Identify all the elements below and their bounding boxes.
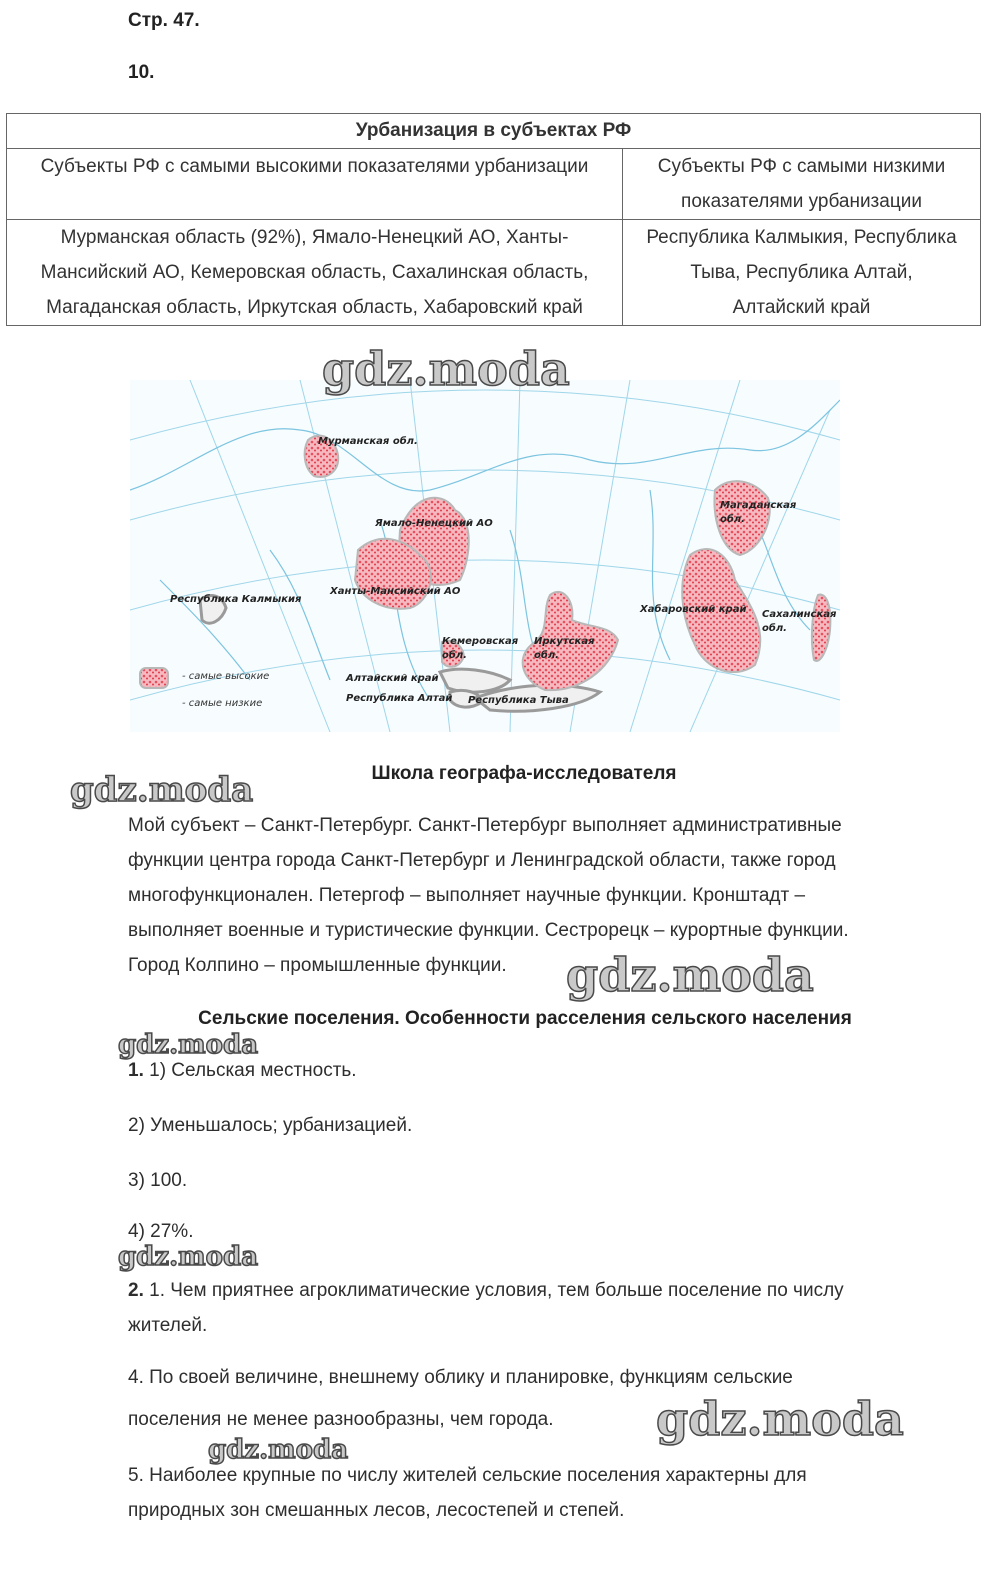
label-kalmykia: Республика Калмыкия	[170, 594, 302, 605]
label-altai-krai: Алтайский край	[346, 673, 439, 684]
q2-number: 2.	[128, 1280, 144, 1301]
rural-title: Сельские поселения. Особенности расселения сельского населения	[198, 1008, 852, 1029]
legend-low-text: - самые низкие	[182, 698, 263, 709]
school-line-5: Город Колпино – промышленные функции.	[128, 955, 507, 976]
label-khabarovsk: Хабаровский край	[640, 604, 747, 615]
label-altai-rep: Республика Алтай	[346, 693, 453, 704]
legend-high-swatch	[140, 668, 168, 688]
high-urbanization-header: Субъекты РФ с самыми высокими показателями урбанизации	[7, 149, 623, 220]
q1-number: 1.	[128, 1060, 144, 1081]
q1-answer-3: 3) 100.	[128, 1170, 188, 1191]
label-khanty: Ханты-Мансийский АО	[330, 586, 461, 597]
q2-a1-text: 1. Чем приятнее агроклиматические условия, тем больше поселение по числу	[143, 1280, 844, 1301]
urbanization-table	[6, 113, 981, 326]
page-number: Стр. 47.	[128, 10, 200, 31]
watermark-4: gdz.moda	[118, 1030, 259, 1060]
watermark-2: gdz.moda	[70, 770, 254, 810]
low-line-1: Республика Калмыкия, Республика	[646, 227, 957, 248]
table-title: Урбанизация в субъектах РФ	[7, 114, 981, 149]
q2-answer-1-line-2: жителей.	[128, 1315, 208, 1336]
high-line-1: Мурманская область (92%), Ямало-Ненецкий АО, Ханты-	[60, 227, 569, 248]
high-urbanization-cell	[7, 220, 623, 326]
label-irkutsk-2: обл.	[534, 650, 559, 661]
q1-answer-2: 2) Уменьшалось; урбанизацией.	[128, 1115, 413, 1136]
label-magadan-1: Магаданская	[720, 500, 797, 511]
label-irkutsk-1: Иркутская	[534, 636, 595, 647]
label-yamal: Ямало-Ненецкий АО	[375, 518, 493, 529]
school-title: Школа географа-исследователя	[371, 763, 677, 784]
school-text	[128, 808, 988, 983]
watermark-7: gdz.moda	[208, 1435, 349, 1465]
watermark-3: gdz.moda	[566, 948, 814, 1002]
label-magadan-2: обл.	[720, 514, 745, 525]
q2-answer-1-line-1	[128, 1273, 844, 1308]
watermark-6: gdz.moda	[656, 1392, 904, 1446]
q1-answer-1	[128, 1053, 357, 1088]
region-sakhalin	[812, 595, 830, 661]
school-line-2: функции центра города Санкт-Петербург и Ленинградской области, также город	[128, 850, 836, 871]
q2-answer-5-line-1: 5. Наиболее крупные по числу жителей сельские поселения характерны для	[128, 1465, 807, 1486]
high-urbanization-regions	[140, 436, 830, 691]
q2-answer-4-line-1: 4. По своей величине, внешнему облику и планировке, функциям сельские	[128, 1367, 793, 1388]
region-altai-krai	[440, 669, 510, 692]
label-kemerovo-2: обл.	[442, 650, 467, 661]
task-number: 10.	[128, 62, 155, 83]
label-sakhalin-2: обл.	[762, 623, 787, 634]
watermark-5: gdz.moda	[118, 1242, 259, 1272]
q1-a1-text: 1) Сельская местность.	[143, 1060, 357, 1081]
watermark-1: gdz.moda	[322, 342, 570, 396]
school-line-3: многофункционален. Петергоф – выполняет научные функции. Кронштадт –	[128, 885, 806, 906]
label-kemerovo-1: Кемеровская	[442, 636, 519, 647]
q2-answer-4-line-2: поселения не менее разнообразны, чем города.	[128, 1409, 554, 1430]
q2-answer-5-line-2: природных зон смешанных лесов, лесостепей и степей.	[128, 1500, 625, 1521]
label-tyva: Республика Тыва	[468, 695, 569, 706]
low-line-2: Тыва, Республика Алтай,	[690, 262, 913, 283]
high-line-3: Магаданская область, Иркутская область, Хабаровский край	[46, 297, 583, 318]
low-urbanization-header: Субъекты РФ с самыми низкими показателями урбанизации	[623, 149, 981, 220]
label-murmansk: Мурманская обл.	[318, 436, 418, 447]
low-urbanization-cell	[623, 220, 981, 326]
school-line-4: выполняет военные и туристические функции. Сестрорецк – курортные функции.	[128, 920, 849, 941]
school-line-1: Мой субъект – Санкт-Петербург. Санкт-Петербург выполняет административные	[128, 815, 842, 836]
low-line-3: Алтайский край	[732, 297, 871, 318]
label-sakhalin-1: Сахалинская	[762, 609, 837, 620]
high-line-2: Мансийский АО, Кемеровская область, Сахалинская область,	[40, 262, 589, 283]
legend-high-text: - самые высокие	[182, 671, 270, 682]
urbanization-map	[130, 380, 840, 732]
q1-answer-4: 4) 27%.	[128, 1221, 194, 1242]
